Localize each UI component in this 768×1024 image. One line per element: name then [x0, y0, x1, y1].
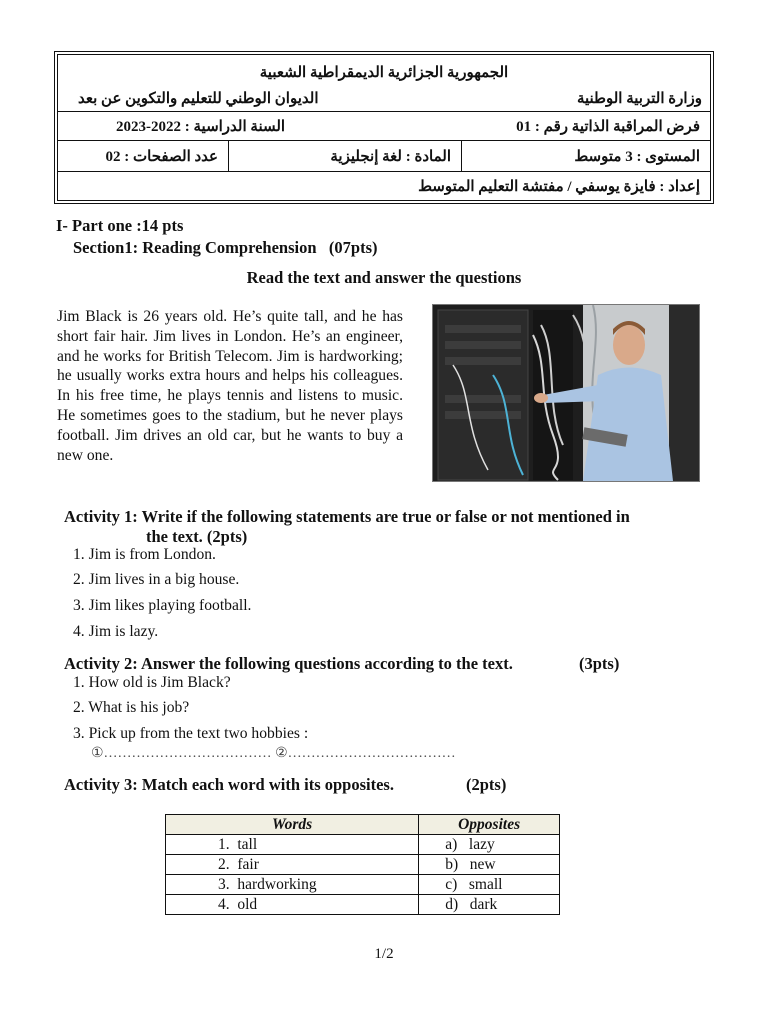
school-year: السنة الدراسية : 2022-2023 — [116, 119, 286, 135]
list-item: 1. How old is Jim Black? — [73, 674, 231, 691]
opposite-cell: c) small — [419, 875, 560, 895]
part-one-heading: I- Part one :14 pts — [56, 216, 184, 235]
table-row — [166, 855, 560, 875]
list-item: 3. Pick up from the text two hobbies : — [73, 725, 309, 742]
table-header-row — [166, 815, 560, 835]
table-row — [166, 875, 560, 895]
test-title: فرض المراقبة الذاتية رقم : 01 — [516, 119, 700, 135]
list-item: 2. Jim lives in a big house. — [73, 571, 240, 588]
ministry-name: وزارة التربية الوطنية — [576, 91, 702, 107]
page-count: عدد الصفحات : 02 — [105, 149, 218, 165]
list-item: 1. Jim is from London. — [73, 546, 216, 563]
page-number: 1/2 — [374, 946, 394, 962]
activity1-title-line2: the text. (2pts) — [146, 527, 248, 546]
word-cell: 3. hardworking — [166, 875, 419, 895]
activity3-points: (2pts) — [466, 775, 507, 794]
word-cell: 4. old — [166, 895, 419, 915]
opposite-cell: d) dark — [419, 895, 560, 915]
subject: المادة : لغة إنجليزية — [228, 141, 461, 171]
reading-passage: Jim Black is 26 years old. He’s quite tall, and he has short fair hair. Jim lives in London. He’s an engineer, and he works for British Telecom. Jim is hardworking; he usually works extra hours and helps his colleagues. In his free time, he plays tennis and listens to music. He sometimes goes to the stadium, but he never plays football. Jim drives an old car, but he wants to buy a new one. — [57, 308, 403, 464]
column-header-words: Words — [166, 815, 419, 835]
word-cell: 1. tall — [166, 835, 419, 855]
section1-heading: Section1: Reading Comprehension (07pts) — [73, 238, 378, 257]
list-item: 3. Jim likes playing football. — [73, 597, 252, 614]
hobby-blank-1[interactable]: ①……………………………… — [91, 746, 276, 761]
matching-table — [165, 814, 560, 915]
header-row-test — [58, 112, 710, 141]
activity2-points: (3pts) — [579, 654, 620, 673]
header-box — [54, 51, 714, 204]
header-row-info — [58, 141, 710, 172]
opposite-cell: a) lazy — [419, 835, 560, 855]
column-header-opposites: Opposites — [419, 815, 560, 835]
header-row-institution — [58, 55, 710, 112]
word-cell: 2. fair — [166, 855, 419, 875]
table-row — [166, 835, 560, 855]
instruction: Read the text and answer the questions — [246, 268, 522, 287]
header-table — [57, 54, 711, 201]
activity3-title: Activity 3: Match each word with its opposites. — [64, 775, 394, 794]
republic-title: الجمهورية الجزائرية الديمقراطية الشعبية — [259, 65, 509, 81]
office-name: الديوان الوطني للتعليم والتكوين عن بعد — [78, 91, 319, 107]
level: المستوى : 3 متوسط — [461, 141, 710, 171]
engineer-photo — [432, 304, 700, 482]
prepared-by: إعداد : فايزة يوسفي / مفتشة التعليم المتوسط — [418, 179, 700, 195]
list-item: 4. Jim is lazy. — [73, 623, 159, 640]
activity1-title-line1: Activity 1: Write if the following statements are true or false or not mentioned in — [64, 507, 630, 526]
table-row — [166, 895, 560, 915]
opposite-cell: b) new — [419, 855, 560, 875]
activity2-title: Activity 2: Answer the following questions according to the text. — [64, 654, 513, 673]
list-item: 2. What is his job? — [73, 699, 190, 716]
header-row-author — [58, 172, 710, 200]
hobby-blank-2[interactable]: ②……………………………… — [275, 746, 456, 761]
hobby-answer-blanks — [91, 745, 456, 762]
